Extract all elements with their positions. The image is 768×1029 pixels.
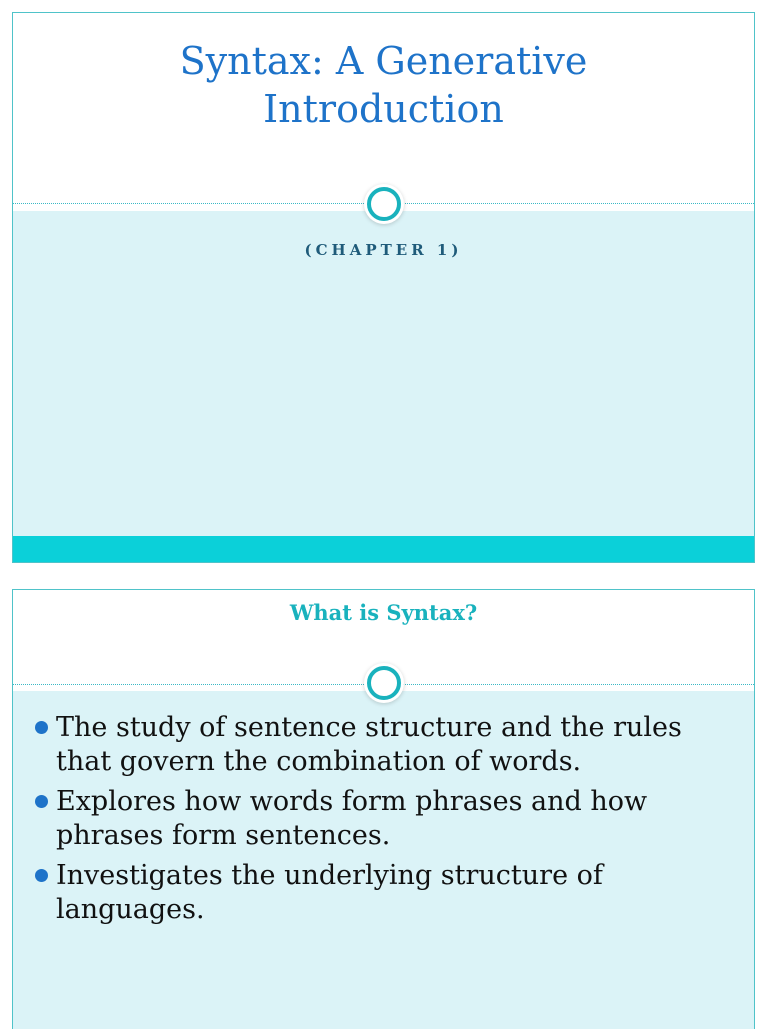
slide-what-is-syntax bbox=[12, 589, 755, 1029]
bullet-dot-icon bbox=[35, 869, 48, 882]
bullet-dot-icon bbox=[35, 721, 48, 734]
bullet-text: Investigates the underlying structure of languages. bbox=[56, 860, 603, 925]
slide-subtitle: (CHAPTER 1) bbox=[304, 241, 463, 259]
slide-header bbox=[13, 13, 754, 204]
ring-icon bbox=[367, 666, 401, 700]
bottom-accent-bar bbox=[13, 536, 754, 562]
slide-title-text: What is Syntax? bbox=[289, 600, 478, 625]
bullet-text: The study of sentence structure and the rules that govern the combination of words. bbox=[56, 712, 682, 777]
bullet-item bbox=[35, 711, 736, 779]
slide-body bbox=[13, 211, 754, 537]
slide-title bbox=[12, 12, 755, 563]
title-line-2: Introduction bbox=[263, 87, 504, 131]
bullet-dot-icon bbox=[35, 795, 48, 808]
bullet-text: Explores how words form phrases and how phrases form sentences. bbox=[56, 786, 648, 851]
slide-title-text bbox=[13, 37, 754, 133]
bullet-list bbox=[35, 711, 736, 933]
bullet-item bbox=[35, 859, 736, 927]
ring-icon bbox=[367, 187, 401, 221]
bullet-item bbox=[35, 785, 736, 853]
title-line-1: Syntax: A Generative bbox=[179, 39, 588, 83]
slide-body bbox=[13, 691, 754, 1029]
